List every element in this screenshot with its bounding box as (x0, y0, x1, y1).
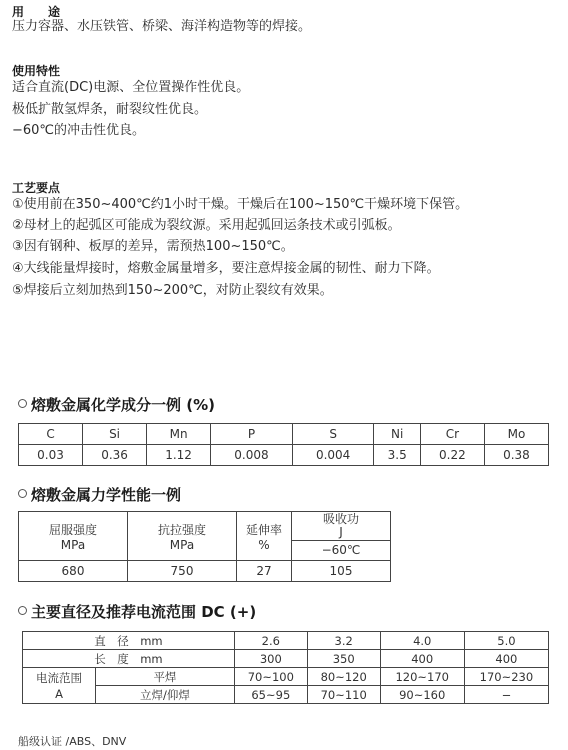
features-line-2: 极低扩散氢焊条，耐裂纹性优良。 (12, 102, 208, 117)
features-heading: 使用特性 (12, 64, 61, 78)
current-vert-label: 立焊/仰焊 (96, 686, 235, 704)
features-line-3: −60℃的冲击性优良。 (12, 123, 146, 138)
bullet-icon (18, 399, 27, 408)
process-line-1: ①使用前在350~400℃约1小时干燥。干燥后在100~150℃干燥环境下保管。 (12, 197, 469, 212)
chem-value-row (19, 445, 549, 466)
mech-value-row (19, 561, 391, 582)
mech-value-impact: 105 (292, 561, 391, 582)
process-line-5: ⑤焊接后立刻加热到150~200℃，对防止裂纹有效果。 (12, 283, 333, 298)
current-range-label: 电流范围 (36, 670, 82, 685)
chem-header-s: S (292, 424, 374, 445)
current-flat-row (23, 668, 549, 686)
mech-value-yield: 680 (19, 561, 128, 582)
mech-impact-temp: −60℃ (292, 540, 391, 560)
process-line-2: ②母材上的起弧区可能成为裂纹源。采用起弧回运条技术或引弧板。 (12, 218, 401, 233)
mech-elong-unit: % (258, 537, 270, 552)
current-vert-1: 65~95 (234, 686, 307, 704)
current-range-unit: A (55, 686, 63, 701)
current-flat-4: 170~230 (464, 668, 548, 686)
chem-value-mn: 1.12 (147, 445, 211, 466)
current-flat-3: 120~170 (380, 668, 464, 686)
usage-text: 压力容器、水压铁管、桥梁、海洋构造物等的焊接。 (12, 19, 312, 34)
cert-text: 船级认证 /ABS、DNV (18, 735, 127, 748)
current-flat-1: 70~100 (234, 668, 307, 686)
current-vert-2: 70~110 (307, 686, 380, 704)
current-flat-2: 80~120 (307, 668, 380, 686)
usage-heading: 用 途 (12, 5, 67, 19)
current-flat-label: 平焊 (96, 668, 235, 686)
current-length-row (23, 650, 549, 668)
chem-value-si: 0.36 (83, 445, 147, 466)
mech-impact-unit: J (339, 524, 343, 539)
mech-yield-label: 屈服强度 (48, 522, 97, 537)
mech-tensile-unit: MPa (169, 537, 195, 552)
chem-value-cr: 0.22 (420, 445, 484, 466)
current-length-2: 350 (307, 650, 380, 668)
mech-impact-header (292, 512, 391, 541)
chem-header-p: P (211, 424, 293, 445)
mech-elong-label: 延伸率 (245, 522, 282, 537)
process-line-3: ③因有钢种、板厚的差异，需预热100~150℃。 (12, 239, 294, 254)
chem-value-ni: 3.5 (374, 445, 420, 466)
chem-header-ni: Ni (374, 424, 420, 445)
mech-impact-label: 吸收功 (322, 511, 359, 526)
mech-value-tensile: 750 (128, 561, 237, 582)
current-vert-3: 90~160 (380, 686, 464, 704)
current-title (18, 601, 256, 622)
mech-title-text: 熔敷金属力学性能一例 (31, 486, 182, 504)
chem-value-p: 0.008 (211, 445, 293, 466)
mech-table (18, 511, 391, 582)
current-length-1: 300 (234, 650, 307, 668)
mech-header-row (19, 512, 391, 541)
current-diameter-3: 4.0 (380, 632, 464, 650)
current-table (22, 631, 549, 704)
mech-yield-unit: MPa (60, 537, 86, 552)
chem-title (18, 394, 215, 415)
mech-tensile-header (128, 512, 237, 561)
current-diameter-4: 5.0 (464, 632, 548, 650)
mech-elong-header (237, 512, 292, 561)
current-vert-row (23, 686, 549, 704)
current-length-3: 400 (380, 650, 464, 668)
chem-value-c: 0.03 (19, 445, 83, 466)
chem-header-c: C (19, 424, 83, 445)
chem-value-s: 0.004 (292, 445, 374, 466)
mech-title (18, 484, 181, 505)
process-line-4: ④大线能量焊接时，熔敷金属量增多，要注意焊接金属的韧性、耐力下降。 (12, 261, 440, 276)
features-line-1: 适合直流(DC)电源、全位置操作性优良。 (12, 80, 250, 95)
mech-value-elong: 27 (237, 561, 292, 582)
current-length-4: 400 (464, 650, 548, 668)
chem-header-row (19, 424, 549, 445)
chem-title-text: 熔敷金属化学成分一例 (%) (31, 396, 215, 414)
bullet-icon (18, 489, 27, 498)
process-heading: 工艺要点 (12, 181, 61, 195)
bullet-icon (18, 606, 27, 615)
current-diameter-row (23, 632, 549, 650)
current-title-text: 主要直径及推荐电流范围 DC (+) (31, 603, 257, 621)
chem-header-mo: Mo (484, 424, 548, 445)
chem-header-si: Si (83, 424, 147, 445)
current-range-header (23, 668, 96, 704)
current-length-label: 长 度 mm (23, 650, 235, 668)
chem-value-mo: 0.38 (484, 445, 548, 466)
current-diameter-1: 2.6 (234, 632, 307, 650)
current-diameter-2: 3.2 (307, 632, 380, 650)
current-diameter-label: 直 径 mm (23, 632, 235, 650)
chem-header-cr: Cr (420, 424, 484, 445)
chem-header-mn: Mn (147, 424, 211, 445)
chem-table (18, 423, 549, 466)
mech-tensile-label: 抗拉强度 (157, 522, 206, 537)
mech-yield-header (19, 512, 128, 561)
current-vert-4: − (464, 686, 548, 704)
